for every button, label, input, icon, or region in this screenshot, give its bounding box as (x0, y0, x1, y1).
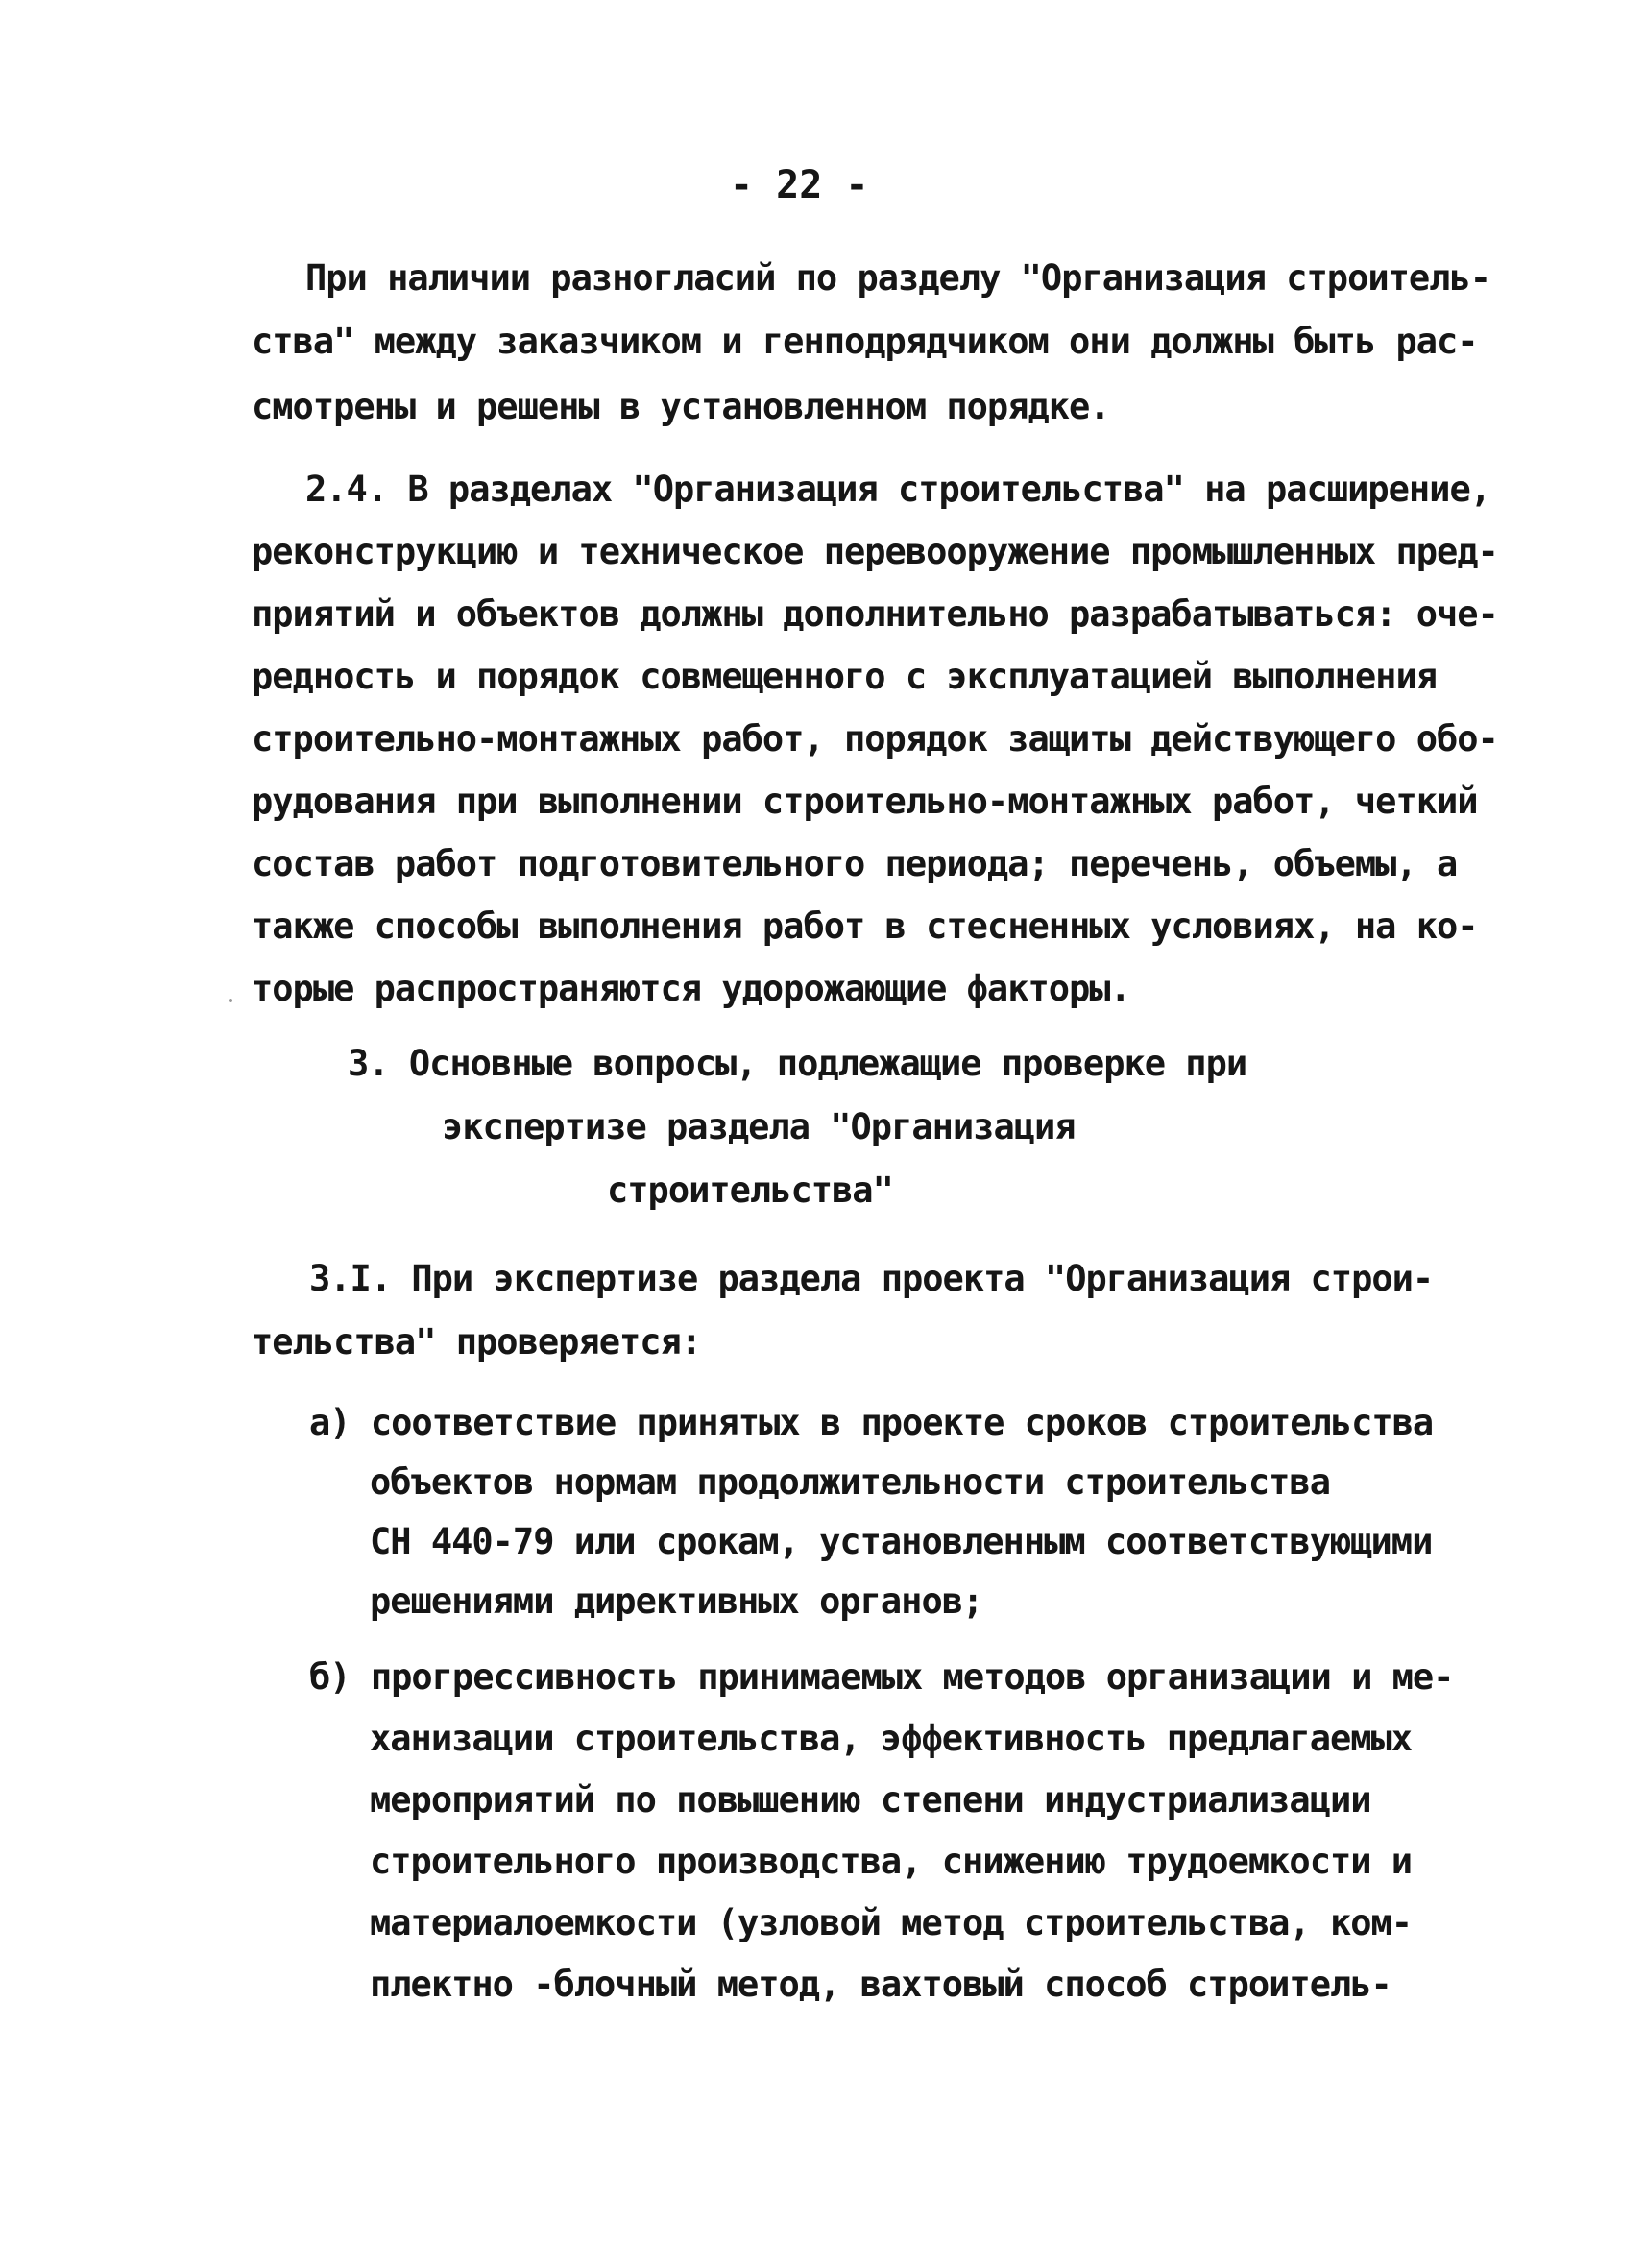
text-line: торые распространяются удорожающие факторы. (252, 968, 1130, 1009)
text-line: также способы выполнения работ в стесненных условиях, на ко- (252, 905, 1478, 947)
text-line: объектов нормам продолжительности строительства (370, 1461, 1330, 1503)
text-line: ства" между заказчиком и генподрядчиком они должны быть рас- (252, 321, 1478, 362)
section-heading-line: 3. Основные вопросы, подлежащие проверке при (348, 1043, 1247, 1084)
text-line: б) прогрессивность принимаемых методов организации и ме- (309, 1656, 1454, 1698)
text-line: 2.4. В разделах "Организация строительства" на расширение, (305, 469, 1491, 510)
section-heading-line: строительства" (607, 1170, 893, 1211)
text-line: ханизации строительства, эффективность предлагаемых (370, 1718, 1413, 1759)
page-number: - 22 - (730, 163, 869, 207)
text-line: рудования при выполнении строительно-монтажных работ, четкий (252, 781, 1478, 822)
text-line: строительно-монтажных работ, порядок защиты действующего обо- (252, 718, 1498, 760)
text-line: СН 440-79 или срокам, установленным соответствующими (370, 1521, 1433, 1562)
text-line: плектно -блочный метод, вахтовый способ строитель- (370, 1964, 1391, 2005)
text-line: тельства" проверяется: (252, 1321, 702, 1363)
text-line: строительного производства, снижению трудоемкости и (370, 1841, 1413, 1882)
text-line: реконструкцию и техническое перевооружение промышленных пред- (252, 531, 1498, 572)
text-line: редность и порядок совмещенного с эксплуатацией выполнения (252, 656, 1438, 697)
text-line: материалоемкости (узловой метод строительства, ком- (370, 1902, 1413, 1943)
text-line: При наличии разногласий по разделу "Организация строитель- (305, 257, 1491, 299)
text-line: мероприятий по повышению степени индустриализации (370, 1779, 1371, 1821)
text-line: приятий и объектов должны дополнительно разрабатываться: оче- (252, 593, 1498, 635)
section-heading-line: экспертизе раздела "Организация (442, 1106, 1076, 1147)
text-line: состав работ подготовительного периода; перечень, объемы, а (252, 843, 1458, 884)
text-line: смотрены и решены в установленном порядке. (252, 386, 1110, 427)
text-line: 3.I. При экспертизе раздела проекта "Организация строи- (309, 1258, 1434, 1299)
text-line: а) соответствие принятых в проекте сроков строительства (309, 1402, 1434, 1443)
margin-speck (229, 999, 232, 1002)
text-line: решениями директивных органов; (370, 1580, 983, 1622)
